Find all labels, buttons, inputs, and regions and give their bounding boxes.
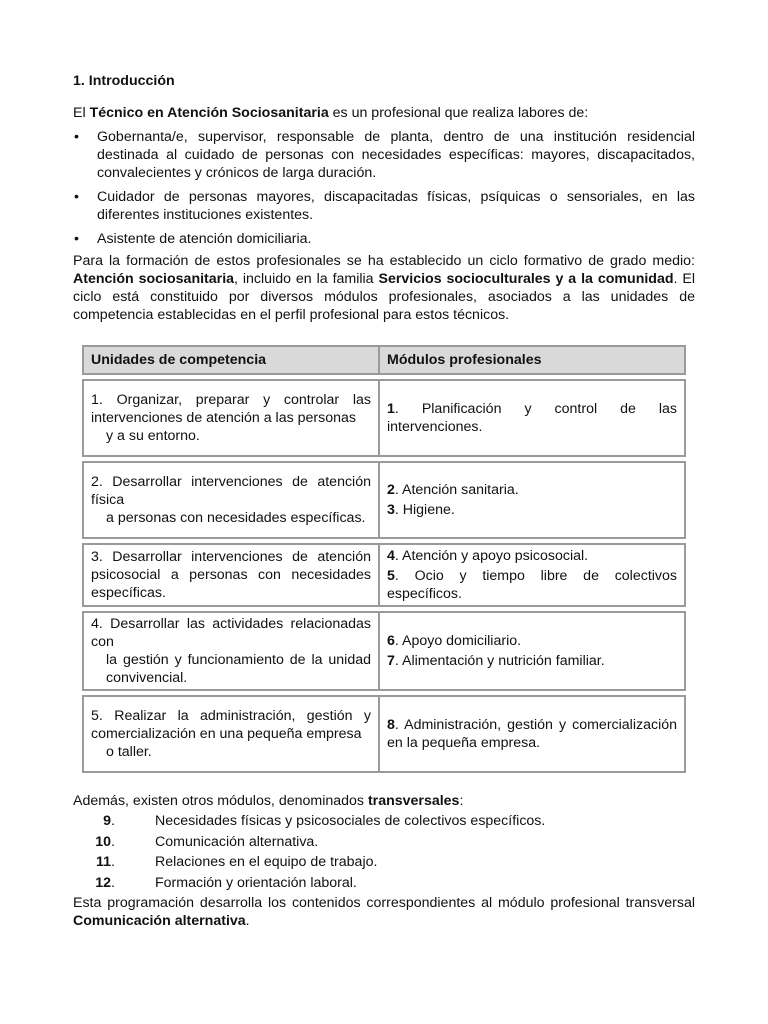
- intro-text: El: [73, 105, 90, 121]
- column-header-units: Unidades de competencia: [82, 345, 379, 375]
- table-row: [82, 695, 686, 773]
- bullet-icon: •: [74, 189, 79, 205]
- table-row: [82, 611, 686, 691]
- unit-cell: 4. Desarrollar las actividades relacionadas con la gestión y funcionamiento de la unidad convivencial.: [82, 611, 379, 691]
- module-cell: [379, 611, 686, 691]
- unit-cell: 5. Realizar la administración, gestión y comercialización en una pequeña empresa o taller.: [82, 695, 379, 773]
- bullet-icon: •: [74, 129, 79, 145]
- bullet-icon: •: [74, 231, 79, 247]
- module-cell: [379, 379, 686, 457]
- table-row: [82, 379, 686, 457]
- module-cell: [379, 543, 686, 607]
- list-item: 12. Formación y orientación laboral.: [95, 874, 357, 891]
- cycle-name: Atención sociosanitaria: [73, 271, 235, 287]
- module-cell: [379, 461, 686, 539]
- table-row: [82, 543, 686, 607]
- module-entry: 3. Higiene.: [387, 502, 455, 518]
- unit-cell: 1. Organizar, preparar y controlar las intervenciones de atención a las personas y a su entorno.: [82, 379, 379, 457]
- family-name: Servicios socioculturales y a la comunidad: [378, 271, 674, 287]
- module-name: Comunicación alternativa: [73, 913, 246, 929]
- table-header-row: [82, 345, 686, 375]
- competence-table: [82, 341, 686, 777]
- module-entry: 8. Administración, gestión y comercialización en la pequeña empresa.: [387, 717, 677, 751]
- closing-paragraph: Esta programación desarrolla los contenidos correspondientes al módulo profesional transversal Comunicación alternativa.: [73, 895, 695, 929]
- transversal-list: [73, 812, 695, 894]
- unit-cell: 2. Desarrollar intervenciones de atención física a personas con necesidades específicas.: [82, 461, 379, 539]
- list-item: 9. Necesidades físicas y psicosociales de colectivos específicos.: [103, 813, 546, 829]
- module-entry: 6. Apoyo domiciliario.: [387, 633, 522, 649]
- transversal-label: transversales: [367, 793, 460, 809]
- list-item: • Asistente de atención domiciliaria.: [74, 231, 312, 247]
- roles-list: [73, 128, 695, 254]
- list-item: 10. Comunicación alternativa.: [95, 833, 319, 850]
- training-paragraph: Para la formación de estos profesionales se ha establecido un ciclo formativo de grado medio: Atención sociosanitaria, incluido en la familia Servicios socioculturales y a la comunidad. El ciclo está constituido por diversos módulos profesionales, asociados a las unidades de competencia establecidas en el perfil profesional para estos técnicos.: [73, 253, 696, 323]
- list-item: 11. Relaciones en el equipo de trabajo.: [96, 854, 378, 870]
- intro-bold: Técnico en Atención Sociosanitaria: [89, 105, 329, 121]
- module-cell: [379, 695, 686, 773]
- list-item: • Gobernanta/e, supervisor, responsable de planta, dentro de una institución residencial destinada al cuidado de personas con necesidades específicas: mayores, discapacitados, convalecientes y crónicos de larga duración.: [74, 129, 695, 181]
- table-row: [82, 461, 686, 539]
- module-entry: 5. Ocio y tiempo libre de colectivos específicos.: [387, 568, 677, 602]
- module-entry: 2. Atención sanitaria.: [387, 482, 519, 498]
- module-entry: 4. Atención y apoyo psicosocial.: [387, 548, 589, 564]
- intro-text-end: es un profesional que realiza labores de:: [328, 105, 589, 121]
- transversal-intro: Además, existen otros módulos, denominados transversales:: [73, 793, 464, 809]
- list-item: • Cuidador de personas mayores, discapacitadas físicas, psíquicas o sensoriales, en las diferentes instituciones existentes.: [74, 189, 695, 223]
- intro-paragraph: [73, 104, 695, 122]
- section-heading: 1. Introducción: [73, 73, 175, 89]
- unit-cell: 3. Desarrollar intervenciones de atención psicosocial a personas con necesidades específicas.: [82, 543, 379, 607]
- column-header-modules: Módulos profesionales: [379, 345, 686, 375]
- module-entry: 7. Alimentación y nutrición familiar.: [387, 653, 605, 669]
- module-entry: 1. Planificación y control de las intervenciones.: [387, 401, 677, 435]
